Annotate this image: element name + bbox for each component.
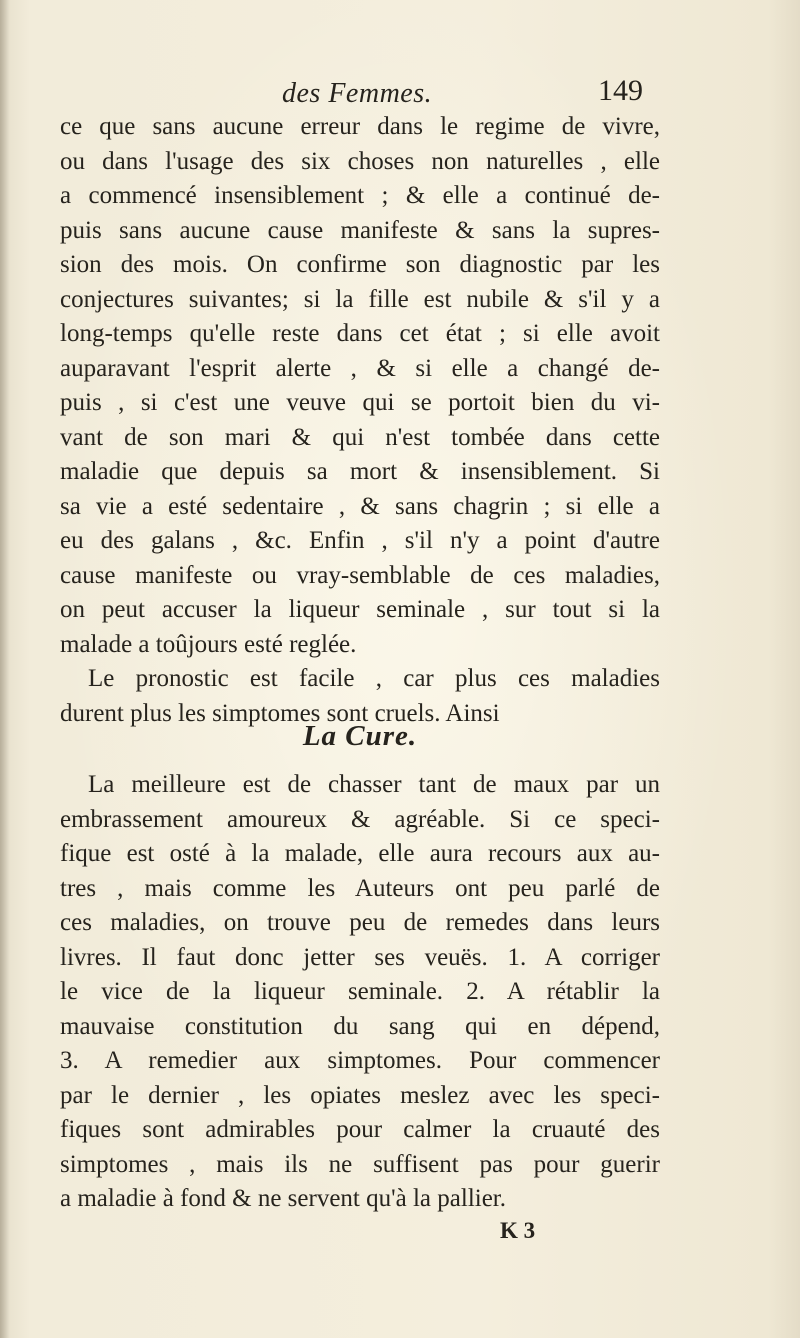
text-line: auparavant l'esprit alerte , & si elle a changé de- xyxy=(60,354,660,382)
text-line: cause manifeste ou vray-semblable de ces maladies, xyxy=(60,561,660,589)
text-line: durent plus les simptomes sont cruels. Ainsi xyxy=(60,699,500,727)
page-number: 149 xyxy=(598,74,643,107)
text-line: livres. Il faut donc jetter ses veuës. 1. A corriger xyxy=(60,943,660,971)
body-text-top xyxy=(60,110,660,731)
body-text-bottom xyxy=(60,768,660,1217)
text-line: mauvaise constitution du sang qui en dépend, xyxy=(60,1012,660,1040)
text-line: sa vie a esté sedentaire , & sans chagrin ; si elle a xyxy=(60,492,660,520)
catchword: K 3 xyxy=(500,1218,536,1243)
text-line: fiques sont admirables pour calmer la cruauté des xyxy=(60,1116,660,1143)
text-line: embrassement amoureux & agréable. Si ce speci- xyxy=(60,805,660,833)
text-line: conjectures suivantes; si la fille est nubile & s'il y a xyxy=(60,285,660,313)
text-line: le vice de la liqueur seminale. 2. A rétablir la xyxy=(60,978,660,1005)
text-line: ce que sans aucune erreur dans le regime de vivre, xyxy=(60,113,660,140)
text-line: fique est osté à la malade, elle aura recours aux au- xyxy=(60,840,660,867)
text-line: a maladie à fond & ne servent qu'à la pallier. xyxy=(60,1185,506,1212)
text-line: tres , mais comme les Auteurs ont peu parlé de xyxy=(60,874,660,902)
text-line: par le dernier , les opiates meslez avec les speci- xyxy=(60,1081,660,1109)
text-line: 3. A remedier aux simptomes. Pour commencer xyxy=(60,1047,660,1074)
text-line: eu des galans , &c. Enfin , s'il n'y a point d'autre xyxy=(60,527,660,554)
text-line: puis , si c'est une veuve qui se portoit bien du vi- xyxy=(60,389,660,416)
text-line: ces maladies, on trouve peu de remedes dans leurs xyxy=(60,909,660,936)
text-line: on peut accuser la liqueur seminale , sur tout si la xyxy=(60,596,660,623)
text-line: ou dans l'usage des six choses non naturelles , elle xyxy=(60,147,660,175)
text-line: puis sans aucune cause manifeste & sans la supres- xyxy=(60,216,660,244)
running-title: des Femmes. xyxy=(282,78,433,109)
text-line: malade a toûjours esté reglée. xyxy=(60,630,357,658)
text-line: a commencé insensiblement ; & elle a continué de- xyxy=(60,182,660,209)
text-line: long-temps qu'elle reste dans cet état ; si elle avoit xyxy=(60,320,660,347)
text-line: simptomes , mais ils ne suffisent pas pour guerir xyxy=(60,1150,660,1178)
text-line: vant de son mari & qui n'est tombée dans cette xyxy=(60,423,660,451)
text-line: La meilleure est de chasser tant de maux par un xyxy=(88,771,660,798)
text-line: sion des mois. On confirme son diagnostic par les xyxy=(60,251,660,278)
page-gutter-shadow xyxy=(0,0,10,1338)
section-heading: La Cure. xyxy=(302,720,418,752)
text-line: Le pronostic est facile , car plus ces maladies xyxy=(88,665,660,692)
text-line: maladie que depuis sa mort & insensiblement. Si xyxy=(60,458,660,485)
